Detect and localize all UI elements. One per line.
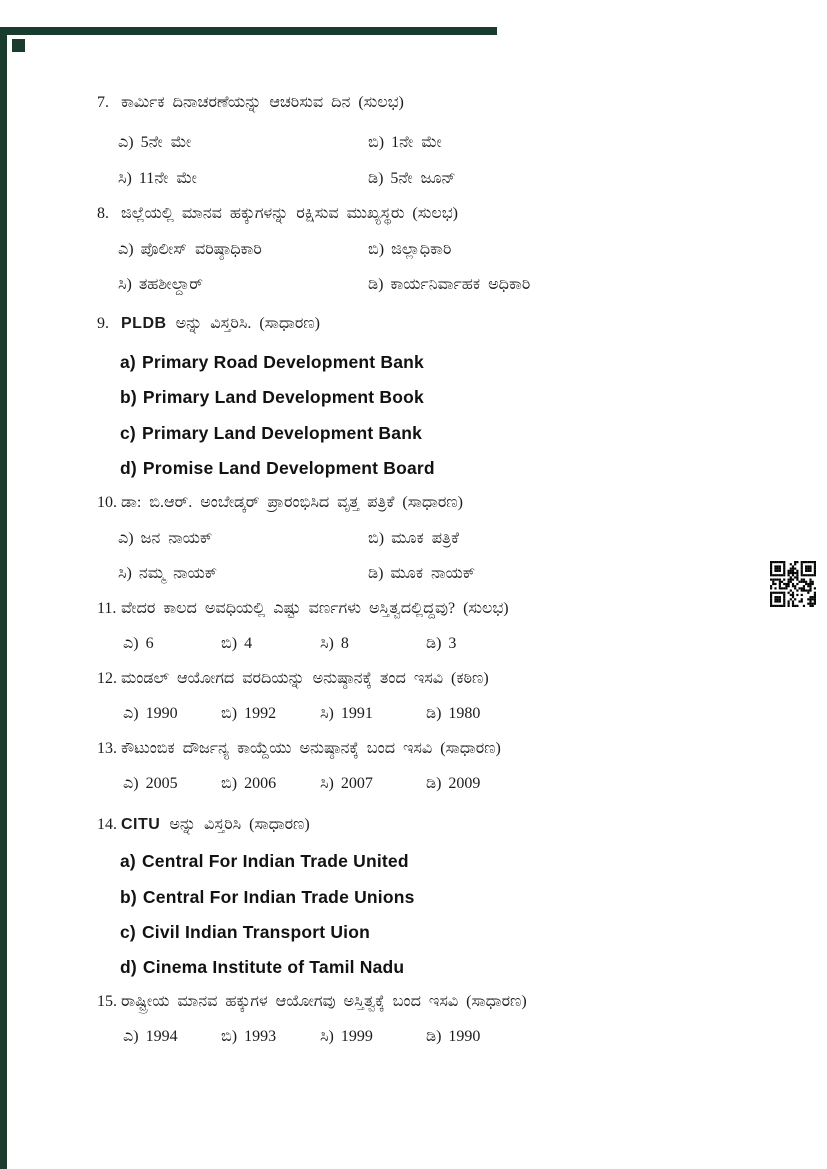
question-14-option-a: a) Central For Indian Trade United <box>120 851 409 871</box>
question-15 <box>97 993 527 1011</box>
qr-code <box>770 561 816 607</box>
question-number: 11. <box>97 600 117 617</box>
page-border-corner-mark <box>12 39 25 52</box>
question-9 <box>97 315 320 333</box>
option-c: ಸಿ) 8 <box>320 635 349 652</box>
option-c: ಸಿ) ನಮ್ಮ ನಾಯಕ್ <box>118 565 218 582</box>
option-d: ಡಿ) ಕಾರ್ಯನಿರ್ವಾಹಕ ಅಧಿಕಾರಿ <box>368 276 531 293</box>
option-b: ಬಿ) 2006 <box>221 775 277 792</box>
question-7-options-row-2 <box>97 170 757 196</box>
page-border-left <box>0 27 7 1169</box>
question-12 <box>97 670 489 688</box>
page-border-top <box>0 27 497 35</box>
option-b: ಬಿ) ಮೂಕ ಪತ್ರಿಕೆ <box>368 530 459 547</box>
question-text: ರಾಷ್ಟ್ರೀಯ ಮಾನವ ಹಕ್ಕುಗಳ ಆಯೋಗವು ಅಸ್ತಿತ್ವಕ್ಕೆ ಬಂದ ಇಸವಿ (ಸಾಧಾರಣ) <box>121 993 527 1010</box>
question-9-option-d: d) Promise Land Development Board <box>120 458 435 478</box>
option-a: ಎ) 2005 <box>123 775 178 792</box>
option-a: ಎ) 6 <box>123 635 154 652</box>
question-9-option-c: c) Primary Land Development Bank <box>120 423 423 443</box>
question-text: ಮಂಡಲ್ ಆಯೋಗದ ವರದಿಯನ್ನು ಅನುಷ್ಠಾನಕ್ಕೆ ತಂದ ಇಸವಿ (ಕಠಿಣ) <box>121 670 489 687</box>
question-13 <box>97 740 501 758</box>
option-b: ಬಿ) 1ನೇ ಮೇ <box>368 134 442 151</box>
question-text: ಅನ್ನು ವಿಸ್ತರಿಸಿ. (ಸಾಧಾರಣ) <box>175 315 320 332</box>
option-b: ಬಿ) 1993 <box>221 1028 277 1045</box>
option-a: ಎ) 1990 <box>123 705 178 722</box>
question-14 <box>97 816 310 834</box>
option-b: ಬಿ) 1992 <box>221 705 277 722</box>
option-c: ಸಿ) 2007 <box>320 775 373 792</box>
option-d: ಡಿ) 3 <box>426 635 457 652</box>
question-7 <box>97 94 404 112</box>
option-b: ಬಿ) 4 <box>221 635 253 652</box>
question-9-option-b: b) Primary Land Development Book <box>120 387 424 407</box>
question-number: 7. <box>97 94 109 111</box>
option-b: ಬಿ) ಜಿಲ್ಲಾಧಿಕಾರಿ <box>368 241 452 258</box>
question-14-option-c: c) Civil Indian Transport Uion <box>120 922 371 942</box>
question-8-options-row-1 <box>97 241 757 267</box>
question-10 <box>97 494 463 512</box>
option-d: ಡಿ) ಮೂಕ ನಾಯಕ್ <box>368 565 476 582</box>
question-14-option-b: b) Central For Indian Trade Unions <box>120 887 415 907</box>
option-c: ಸಿ) 1999 <box>320 1028 373 1045</box>
option-a: ಎ) 5ನೇ ಮೇ <box>118 134 192 151</box>
question-14-option-d: d) Cinema Institute of Tamil Nadu <box>120 957 405 977</box>
question-number: 14. <box>97 816 117 833</box>
question-text: ಜಿಲ್ಲೆಯಲ್ಲಿ ಮಾನವ ಹಕ್ಕುಗಳನ್ನು ರಕ್ಷಿಸುವ ಮುಖ್ಯಸ್ಥರು (ಸುಲಭ) <box>121 205 458 222</box>
option-a: ಎ) ಪೊಲೀಸ್ ವರಿಷ್ಠಾಧಿಕಾರಿ <box>118 241 262 258</box>
question-11 <box>97 600 509 618</box>
option-d: ಡಿ) 5ನೇ ಜೂನ್ <box>368 170 456 187</box>
question-number: 12. <box>97 670 117 687</box>
option-d: ಡಿ) 1990 <box>426 1028 481 1045</box>
option-c: ಸಿ) 1991 <box>320 705 373 722</box>
question-12-options-row <box>97 705 757 731</box>
question-8-options-row-2 <box>97 276 757 302</box>
question-number: 10. <box>97 494 117 511</box>
question-7-options-row-1 <box>97 134 757 160</box>
question-10-options-row-1 <box>97 530 757 556</box>
question-number: 15. <box>97 993 117 1010</box>
question-text: ಕಾರ್ಮಿಕ ದಿನಾಚರಣೆಯನ್ನು ಆಚರಿಸುವ ದಿನ (ಸುಲಭ) <box>121 94 404 111</box>
option-c: ಸಿ) ತಹಶೀಲ್ದಾರ್ <box>118 276 203 293</box>
question-13-options-row <box>97 775 757 801</box>
question-number: 13. <box>97 740 117 757</box>
question-number: 9. <box>97 315 109 332</box>
question-10-options-row-2 <box>97 565 757 591</box>
question-text: ಕೌಟುಂಬಿಕ ದೌರ್ಜನ್ಯ ಕಾಯ್ದೆಯು ಅನುಷ್ಠಾನಕ್ಕೆ ಬಂದ ಇಸವಿ (ಸಾಧಾರಣ) <box>121 740 501 757</box>
option-a: ಎ) ಜನ ನಾಯಕ್ <box>118 530 213 547</box>
question-11-options-row <box>97 635 757 661</box>
option-d: ಡಿ) 1980 <box>426 705 481 722</box>
question-number: 8. <box>97 205 109 222</box>
question-8 <box>97 205 458 223</box>
question-15-options-row <box>97 1028 757 1054</box>
question-9-option-a: a) Primary Road Development Bank <box>120 352 424 372</box>
option-d: ಡಿ) 2009 <box>426 775 481 792</box>
option-c: ಸಿ) 11ನೇ ಮೇ <box>118 170 197 187</box>
question-text: ಅನ್ನು ವಿಸ್ತರಿಸಿ (ಸಾಧಾರಣ) <box>169 816 310 833</box>
question-acronym: PLDB <box>121 315 167 332</box>
question-text: ಡಾ: ಬಿ.ಆರ್. ಅಂಬೇಡ್ಕರ್ ಪ್ರಾರಂಭಿಸಿದ ವೃತ್ತ ಪತ್ರಿಕೆ (ಸಾಧಾರಣ) <box>121 494 463 511</box>
question-text: ವೇದರ ಕಾಲದ ಅವಧಿಯಲ್ಲಿ ಎಷ್ಟು ವರ್ಣಗಳು ಅಸ್ತಿತ್ವದಲ್ಲಿದ್ದವು? (ಸುಲಭ) <box>121 600 509 617</box>
option-a: ಎ) 1994 <box>123 1028 178 1045</box>
question-acronym: CITU <box>121 816 161 833</box>
